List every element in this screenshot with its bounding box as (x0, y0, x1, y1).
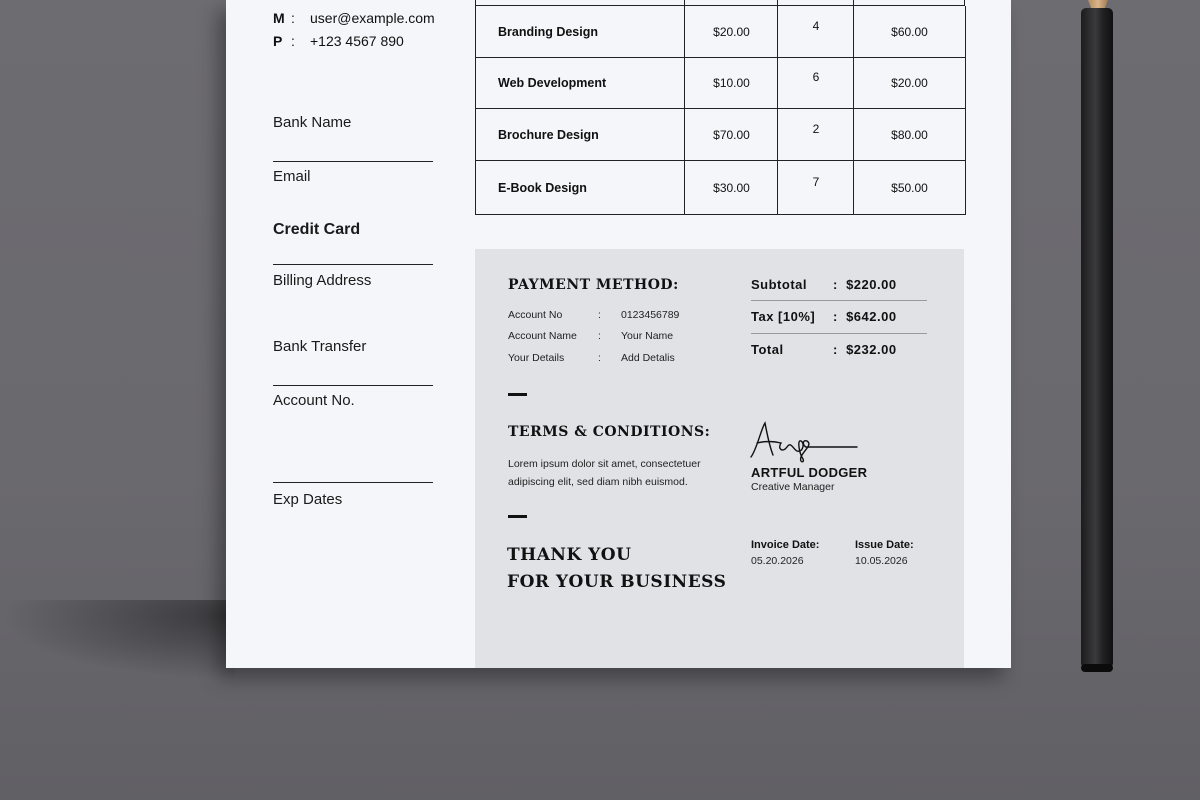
item-price: $70.00 (713, 127, 750, 142)
terms-text (508, 455, 738, 491)
section-dash (508, 393, 527, 396)
summary-divider (751, 333, 927, 334)
payment-colon: : (598, 330, 601, 342)
billing-address-label: Billing Address (273, 272, 372, 289)
item-price: $10.00 (713, 76, 750, 90)
issue-date-value: 10.05.2026 (855, 555, 908, 567)
item-name: Web Development (498, 76, 607, 90)
contact-phone-value: +123 4567 890 (310, 33, 404, 49)
item-total: $50.00 (891, 180, 928, 195)
payment-colon: : (598, 309, 601, 321)
tax-label: Tax [10%] (751, 309, 816, 324)
contact-phone-key: P (273, 33, 283, 49)
signature-icon (747, 419, 867, 467)
terms-line-2: adipiscing elit, sed diam nibh euismod. (508, 476, 688, 488)
item-name: E-Book Design (498, 180, 587, 195)
table-row (475, 58, 966, 109)
item-name: Brochure Design (498, 127, 599, 142)
terms-title: TERMS & CONDITIONS: (508, 424, 711, 440)
tax-value-wrap: : $642.00 (833, 309, 897, 324)
subtotal-value: $220.00 (846, 277, 897, 292)
subtotal-label: Subtotal (751, 277, 807, 292)
table-row (475, 161, 966, 215)
payment-method-title: PAYMENT METHOD: (508, 277, 679, 293)
item-total: $20.00 (891, 76, 928, 90)
invoice-date-label: Invoice Date: (751, 539, 820, 551)
signatory-role: Creative Manager (751, 481, 835, 493)
pencil-icon (1078, 0, 1118, 680)
tax-value: $642.00 (846, 309, 897, 324)
thank-you-line-2: FOR YOUR BUSINESS (507, 572, 727, 592)
item-total: $60.00 (891, 24, 928, 39)
account-no-line (273, 482, 433, 483)
contact-mobile-colon: : (291, 10, 295, 26)
item-qty: 2 (812, 121, 820, 136)
payment-key: Account Name (508, 330, 577, 342)
bank-name-label: Bank Name (273, 114, 352, 131)
payment-key: Account No (508, 309, 563, 321)
section-dash (508, 515, 527, 518)
item-qty: 7 (812, 174, 820, 189)
bank-name-line (273, 161, 433, 162)
table-row (475, 109, 966, 161)
paper-shadow (0, 600, 235, 680)
contact-email-value: user@example.com (310, 10, 435, 26)
total-value: $232.00 (846, 342, 897, 357)
contact-phone-colon: : (291, 33, 295, 49)
email-label: Email (273, 168, 311, 185)
account-no-label: Account No. (273, 392, 355, 409)
credit-card-line (273, 264, 433, 265)
issue-date-label: Issue Date: (855, 539, 914, 551)
summary-divider (751, 300, 927, 301)
thank-you-message (507, 542, 726, 596)
item-total: $80.00 (891, 127, 928, 142)
bank-transfer-line (273, 385, 433, 386)
thank-you-line-1: THANK YOU (507, 545, 632, 565)
item-price: $30.00 (713, 180, 750, 195)
payment-value: Your Name (621, 330, 674, 342)
payment-key: Your Details (508, 352, 565, 364)
credit-card-heading: Credit Card (273, 221, 361, 238)
item-qty: 6 (812, 70, 820, 84)
invoice-page (226, 0, 1011, 668)
terms-line-1: Lorem ipsum dolor sit amet, consectetuer (508, 458, 701, 470)
item-qty: 4 (812, 18, 820, 33)
payment-value: 0123456789 (621, 309, 680, 321)
subtotal-value-wrap: : $220.00 (833, 277, 897, 292)
payment-colon: : (598, 352, 601, 364)
item-name: Branding Design (498, 24, 599, 39)
signatory-name: ARTFUL DODGER (751, 465, 868, 480)
invoice-date-value: 05.20.2026 (751, 555, 804, 567)
contact-mobile-key: M (273, 10, 285, 26)
exp-dates-label: Exp Dates (273, 491, 343, 508)
table-row (475, 6, 966, 58)
total-label: Total (751, 342, 784, 357)
item-price: $20.00 (713, 24, 750, 39)
summary-panel (475, 249, 964, 668)
bank-transfer-label: Bank Transfer (273, 338, 367, 355)
total-value-wrap: : $232.00 (833, 342, 897, 357)
payment-value: Add Detalis (621, 352, 675, 364)
